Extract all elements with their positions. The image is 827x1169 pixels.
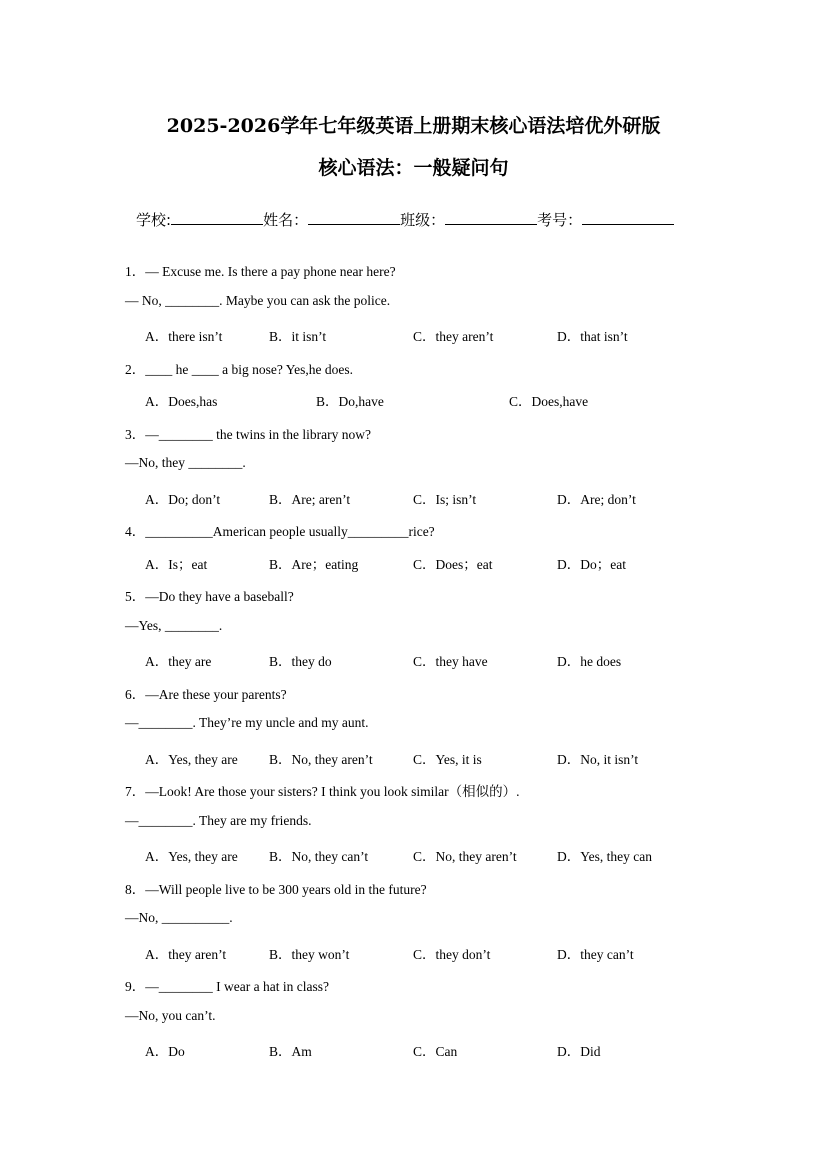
question-2-line-1: 2．____ he ____ a big nose? Yes,he does. xyxy=(125,362,353,377)
question-9-line-2: —No, you can’t. xyxy=(125,1008,216,1023)
question-7-option-c[interactable]: C．No, they aren’t xyxy=(413,849,517,864)
question-2-option-c[interactable]: C．Does,have xyxy=(509,394,589,409)
question-8-option-c[interactable]: C．they don’t xyxy=(413,947,491,962)
question-3-option-a[interactable]: A．Do; don’t xyxy=(145,492,221,507)
question-4-option-a[interactable]: A．Is；eat xyxy=(145,557,208,572)
question-2-option-a[interactable]: A．Does,has xyxy=(145,394,218,409)
question-5-line-2: —Yes, ________. xyxy=(125,618,223,633)
question-5-option-b[interactable]: B．they do xyxy=(269,654,332,669)
name-label: 姓名： xyxy=(263,211,309,229)
question-9-line-1: 9．—________ I wear a hat in class? xyxy=(125,979,329,994)
question-6-option-b[interactable]: B．No, they aren’t xyxy=(269,752,373,767)
question-6-line-2: —________. They’re my uncle and my aunt. xyxy=(125,715,369,730)
name-blank[interactable] xyxy=(308,210,400,225)
school-blank[interactable] xyxy=(171,210,263,225)
question-3-option-d[interactable]: D．Are; don’t xyxy=(557,492,636,507)
question-5-option-c[interactable]: C．they have xyxy=(413,654,488,669)
question-3-option-c[interactable]: C．Is; isn’t xyxy=(413,492,477,507)
question-5-line-1: 5．—Do they have a baseball? xyxy=(125,589,294,604)
question-4-option-b[interactable]: B．Are；eating xyxy=(269,557,359,572)
question-1-option-c[interactable]: C．they aren’t xyxy=(413,329,494,344)
question-4-line-1: 4．__________American people usually_________rice? xyxy=(125,524,435,539)
question-1-option-a[interactable]: A．there isn’t xyxy=(145,329,223,344)
page-title: 2025-2026学年七年级英语上册期末核心语法培优外研版 xyxy=(166,115,661,137)
question-1-option-d[interactable]: D．that isn’t xyxy=(557,329,628,344)
question-8-option-b[interactable]: B．they won’t xyxy=(269,947,350,962)
exam-no-label: 考号： xyxy=(537,211,583,229)
question-8-line-1: 8．—Will people live to be 300 years old in the future? xyxy=(125,882,427,897)
question-4-option-d[interactable]: D．Do；eat xyxy=(557,557,626,572)
question-7-option-b[interactable]: B．No, they can’t xyxy=(269,849,369,864)
question-9-option-b[interactable]: B．Am xyxy=(269,1044,312,1059)
question-7-option-d[interactable]: D．Yes, they can xyxy=(557,849,652,864)
class-label: 班级： xyxy=(400,211,446,229)
student-info-row xyxy=(136,209,674,230)
question-1-option-b[interactable]: B．it isn’t xyxy=(269,329,327,344)
question-3-line-1: 3．—________ the twins in the library now? xyxy=(125,427,371,442)
question-7-line-1: 7．—Look! Are those your sisters? I think you look similar（相似的）. xyxy=(125,784,520,799)
question-3-line-2: —No, they ________. xyxy=(125,455,246,470)
question-9-option-a[interactable]: A．Do xyxy=(145,1044,185,1059)
question-6-line-1: 6．—Are these your parents? xyxy=(125,687,287,702)
question-7-line-2: —________. They are my friends. xyxy=(125,813,312,828)
question-9-option-c[interactable]: C．Can xyxy=(413,1044,458,1059)
question-6-option-c[interactable]: C．Yes, it is xyxy=(413,752,482,767)
question-7-option-a[interactable]: A．Yes, they are xyxy=(145,849,238,864)
class-blank[interactable] xyxy=(445,210,537,225)
question-5-option-d[interactable]: D．he does xyxy=(557,654,622,669)
school-label: 学校: xyxy=(136,211,172,229)
question-6-option-a[interactable]: A．Yes, they are xyxy=(145,752,238,767)
question-8-line-2: —No, __________. xyxy=(125,910,233,925)
question-6-option-d[interactable]: D．No, it isn’t xyxy=(557,752,639,767)
question-1-line-1: 1．— Excuse me. Is there a pay phone near here? xyxy=(125,264,396,279)
question-2-option-b[interactable]: B．Do,have xyxy=(316,394,384,409)
question-1-line-2: — No, ________. Maybe you can ask the police. xyxy=(125,293,391,308)
exam-no-blank[interactable] xyxy=(582,210,674,225)
question-3-option-b[interactable]: B．Are; aren’t xyxy=(269,492,351,507)
page-subtitle: 核心语法：一般疑问句 xyxy=(318,157,509,179)
question-8-option-d[interactable]: D．they can’t xyxy=(557,947,634,962)
question-5-option-a[interactable]: A．they are xyxy=(145,654,212,669)
question-4-option-c[interactable]: C．Does；eat xyxy=(413,557,493,572)
question-8-option-a[interactable]: A．they aren’t xyxy=(145,947,227,962)
question-9-option-d[interactable]: D．Did xyxy=(557,1044,601,1059)
